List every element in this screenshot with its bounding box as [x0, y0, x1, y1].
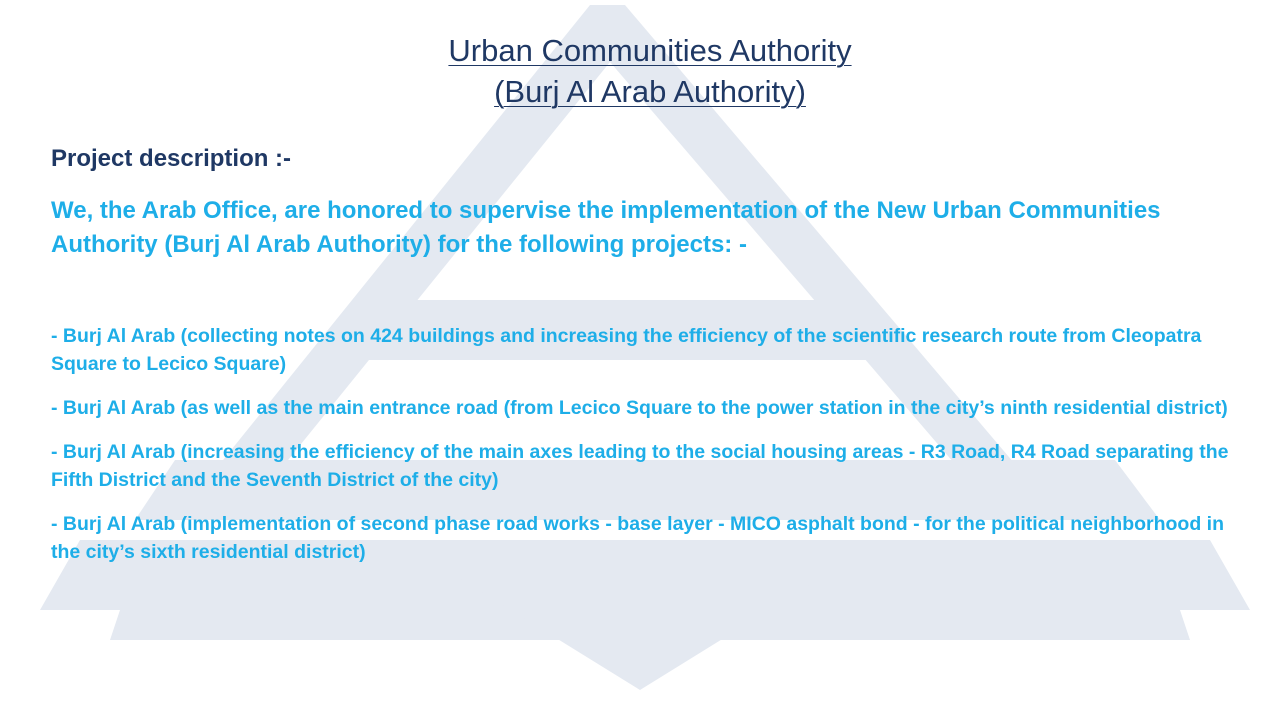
project-list-item: - Burj Al Arab (collecting notes on 424 buildings and increasing the efficiency of the scientific research route from Cleopatra Square to Lecico Square): [51, 325, 1202, 375]
project-list-item: - Burj Al Arab (increasing the efficiency of the main axes leading to the social housing areas - R3 Road, R4 Road separating the Fifth District and the Seventh District of the city): [51, 441, 1229, 491]
intro-paragraph: We, the Arab Office, are honored to supervise the implementation of the New Urban Communities Authority (Burj Al Arab Authority) for the following projects: -: [51, 197, 1161, 258]
project-list-item: - Burj Al Arab (implementation of second phase road works - base layer - MICO asphalt bond - for the political neighborhood in the city’s sixth residential district): [51, 513, 1224, 563]
slide-title: [0, 30, 1280, 112]
title-line-1: Urban Communities Authority: [448, 33, 852, 68]
title-line-2: (Burj Al Arab Authority): [494, 74, 806, 109]
project-description-heading: Project description :-: [51, 145, 292, 172]
project-list-item: - Burj Al Arab (as well as the main entrance road (from Lecico Square to the power station in the city’s ninth residential district): [51, 397, 1228, 419]
project-list: [51, 322, 1236, 582]
